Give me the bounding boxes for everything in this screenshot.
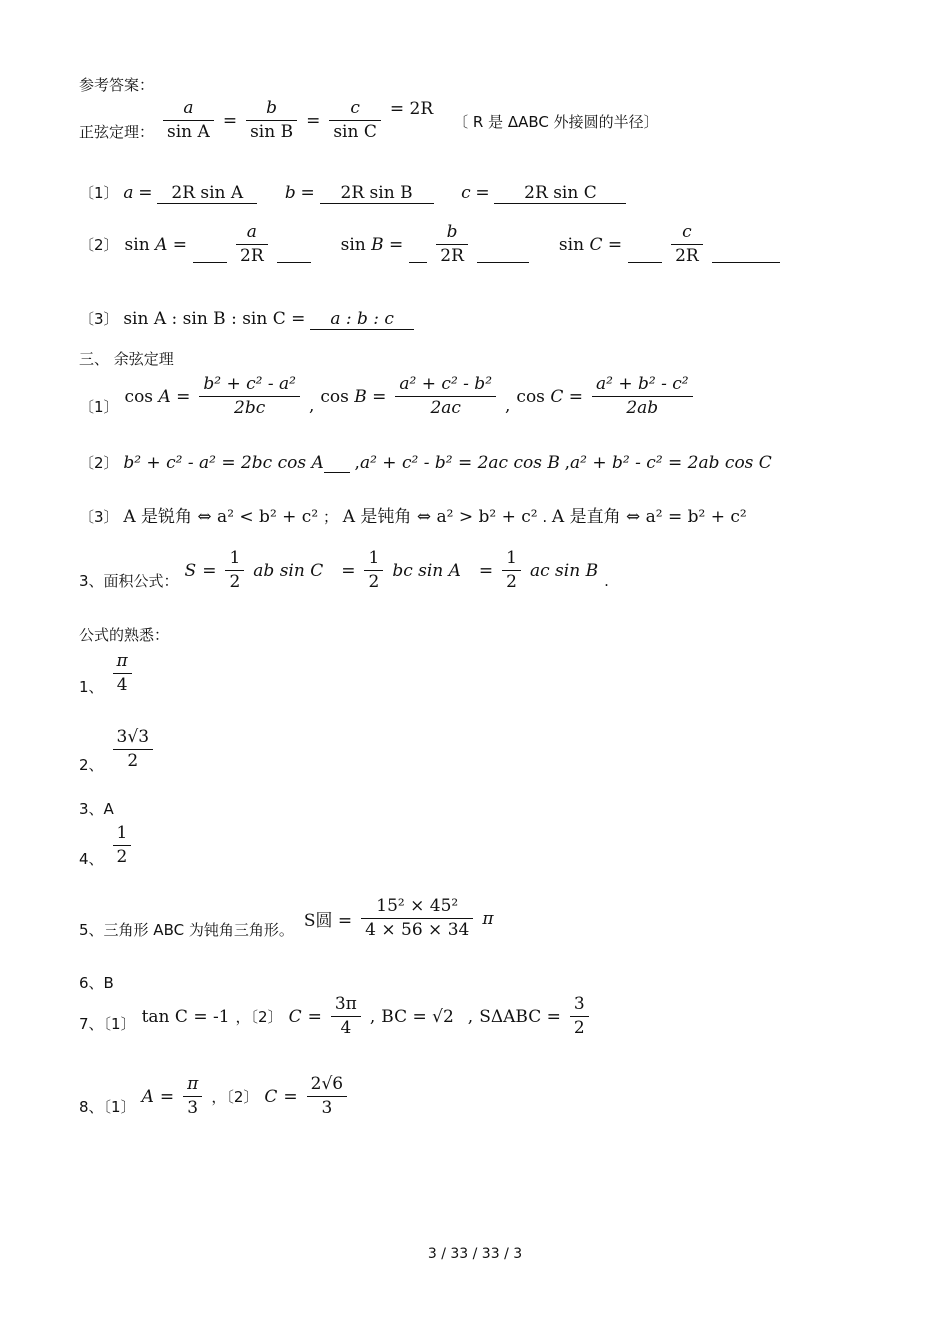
answer-6: 6、B (79, 974, 114, 992)
frac-c-sinC: $\frac{c}{\text{sin C}}$ (329, 98, 381, 143)
sine-item-3: 〔3〕 sin A : sin B : sin C = a : b : c (79, 308, 414, 330)
area-formula: 3、面积公式： S = $\frac{1}{2}$ ab sin C = $\frac{1}{2}$ bc sin A = $\frac{1}{2}$ ac sin B . (79, 548, 609, 592)
sine-item-1: 〔1〕 a = 2R sin A b = 2R sin B c = 2R sin C (79, 182, 626, 204)
sine-law-result: = 2R (389, 98, 434, 119)
cosine-item-3: 〔3〕 A 是锐角 ⇔ a² < b² + c² ； A 是钝角 ⇔ a² > b² + c² . A 是直角 ⇔ a² = b² + c² (79, 507, 747, 527)
cosine-item-2: 〔2〕 b² + c² - a² = 2bc cos A ,a² + c² - b² = 2ac cos B ,a² + b² - c² = 2ab cos C (79, 453, 772, 473)
answer-7: 7、〔1〕 tan C = -1 ，〔2〕 C = $\frac{3\pi}{4}$ , BC = √2 , SΔABC = $\frac{3}{2}$ (79, 994, 592, 1039)
page-footer: 3 / 33 / 33 / 3 (427, 1246, 523, 1262)
answer-8: 8、〔1〕 A = $\frac{\pi}{3}$ ，〔2〕 C = $\frac{2√6}{3}$ (79, 1074, 350, 1119)
cosine-item-1: 〔1〕 cos A = $\frac{\text{b² + c² - a²}}{2bc}$ , cos B = $\frac{\text{a² + c² - b²}}{2ac}$ , cos C = $\frac{\text{a² + b² - c²}}{2ab}$ (79, 374, 696, 419)
answer-4: 4、 $\frac{1}{2}$ (79, 822, 134, 869)
sine-law-note: 〔 R 是 ΔABC 外接圆的半径〕 (453, 113, 659, 131)
answer-5: 5、三角形 ABC 为钝角三角形。 S圆 = $\frac{\text{15² × 45²}}{4 \times 56 \times 34}$ π (79, 896, 494, 940)
sine-item-2: 〔2〕 sin A = $\frac{a}{2R}$ sin B = $\frac{b}{2R}$ sin C = $\frac{c}{2R}$ (79, 222, 780, 267)
answer-3: 3、A (79, 800, 114, 818)
sine-law-label: 正弦定理： (79, 123, 155, 141)
heading: 参考答案： (79, 76, 155, 94)
cosine-law-title: 三、 余弦定理 (79, 350, 174, 368)
answer-1: 1、 $\frac{\pi}{4}$ (79, 650, 135, 697)
answer-2: 2、 $\frac{3√3}{2}$ (79, 724, 156, 775)
familiar-title: 公式的熟悉： (79, 626, 170, 644)
sine-law-line: 正弦定理： $\frac{a}{\text{sin A}}$ = $\frac{b}{\text{sin B}}$ = $\frac{c}{\text{sin C}}$ = 2R 〔 R 是 ΔABC 外接圆的半径〕 (79, 98, 659, 142)
frac-b-sinB: $\frac{b}{\text{sin B}}$ (246, 98, 297, 143)
frac-a-sinA: $\frac{a}{\text{sin A}}$ (163, 98, 214, 143)
